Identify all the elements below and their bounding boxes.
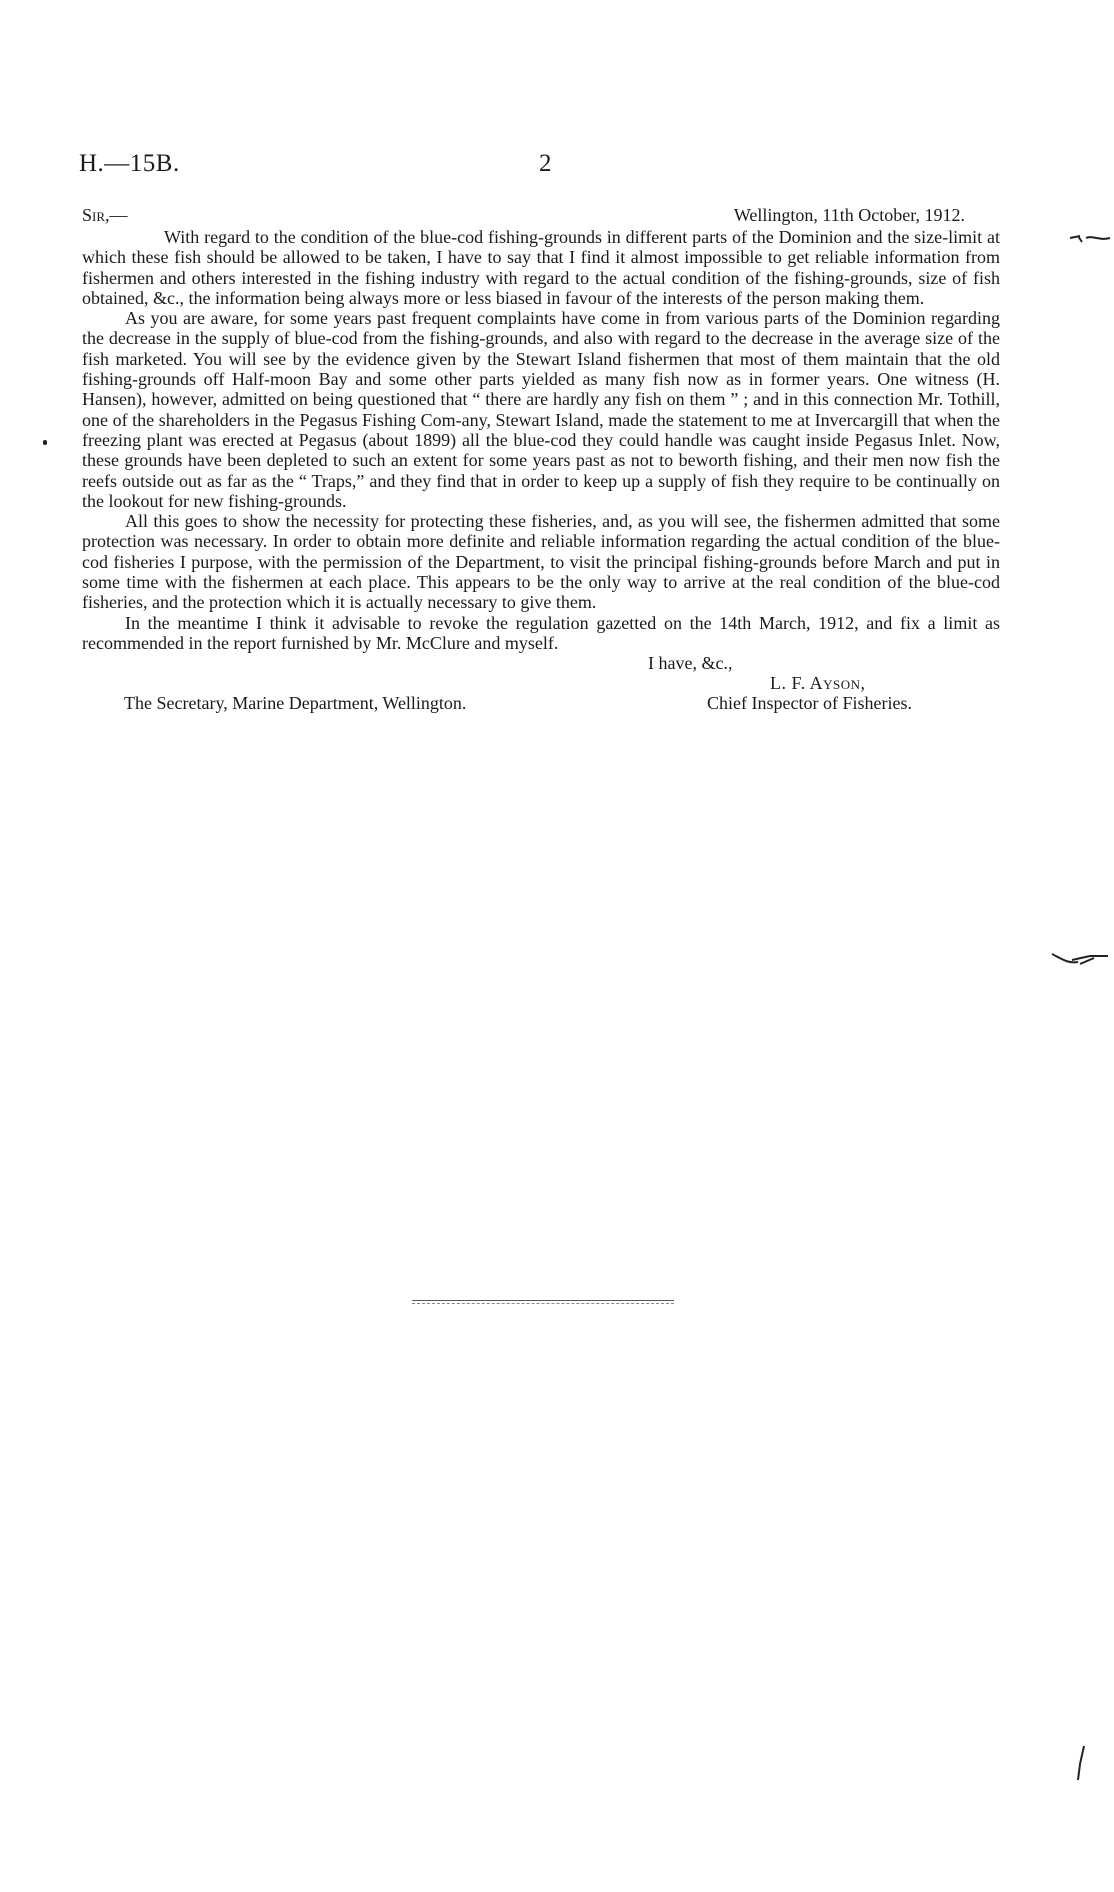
- salutation-row: [82, 205, 1000, 227]
- paragraph-4: In the meantime I think it advisable to revoke the regulation gazetted on the 14th March, 1912, and fix a limit as recommended in the report furnished by Mr. McClure and myself.: [82, 612, 1000, 653]
- closing-rule-underline: [412, 1303, 674, 1304]
- signatory-title: Chief Inspector of Fisheries.: [707, 693, 912, 714]
- letter-body: [82, 205, 1000, 743]
- salutation: Sir,—: [82, 205, 128, 225]
- page-header: [79, 150, 959, 180]
- document-id: H.—15B.: [79, 150, 180, 177]
- margin-scan-mark-middle: [1050, 950, 1110, 972]
- closing-phrase: I have, &c.,: [648, 653, 733, 674]
- addressee: The Secretary, Marine Department, Wellington.: [124, 693, 467, 714]
- margin-scan-mark-top: [1068, 232, 1112, 246]
- signatory-name: L. F. Ayson,: [770, 673, 866, 694]
- paragraph-3: All this goes to show the necessity for protecting these fisheries, and, as you will see, the fishermen admitted that some protection was necessary. In order to obtain more definite and reliable information regarding the actual condition of the blue-cod fisheries I purpose, with the permission of the Department, to visit the principal fishing-grounds before March and put in some time with the fishermen at each place. This appears to be the only way to arrive at the real condition of the blue-cod fisheries, and the protection which it is actually necessary to give them.: [82, 511, 1000, 613]
- margin-scan-mark-bottom: [1072, 1744, 1088, 1784]
- paragraph-1: With regard to the condition of the blue-cod fishing-grounds in different parts of the Dominion and the size-limit at which these fish should be allowed to be taken, I have to say that I find it almost impossible to get reliable information from fishermen and others interested in the fishing industry with regard to the actual condition of the fishing-grounds, size of fish obtained, &c., the information being always more or less biased in favour of the interests of the person making them.: [82, 227, 1000, 308]
- dateline: Wellington, 11th October, 1912.: [733, 205, 965, 225]
- closing-rule: [412, 1300, 674, 1301]
- letter-closing: [82, 653, 1000, 743]
- paragraph-2: As you are aware, for some years past frequent complaints have come in from various parts of the Dominion regarding the decrease in the supply of blue-cod from the fishing-grounds, and also with regard to the decrease in the average size of the fish marketed. You will see by the evidence given by the Stewart Island fishermen that most of them maintain that the old fishing-grounds off Half-moon Bay and some other parts yielded as many fish now as in former years. One witness (H. Hansen), however, admitted on being questioned that “ there are hardly any fish on them ” ; and in this connection Mr. Tothill, one of the shareholders in the Pegasus Fishing Com‑any, Stewart Island, made the statement to me at Invercargill that when the freezing plant was erected at Pegasus (about 1899) all the blue-cod they could handle was caught inside Pegasus Inlet. Now, these grounds have been depleted to such an extent for some years past as not to beworth fishing, and their men now fish the reefs outside out as far as the “ Traps,” and they find that in order to keep up a supply of fish they require to be continually on the lookout for new fishing-grounds.: [82, 308, 1000, 511]
- margin-dot: [43, 440, 47, 445]
- page-number: 2: [539, 150, 552, 177]
